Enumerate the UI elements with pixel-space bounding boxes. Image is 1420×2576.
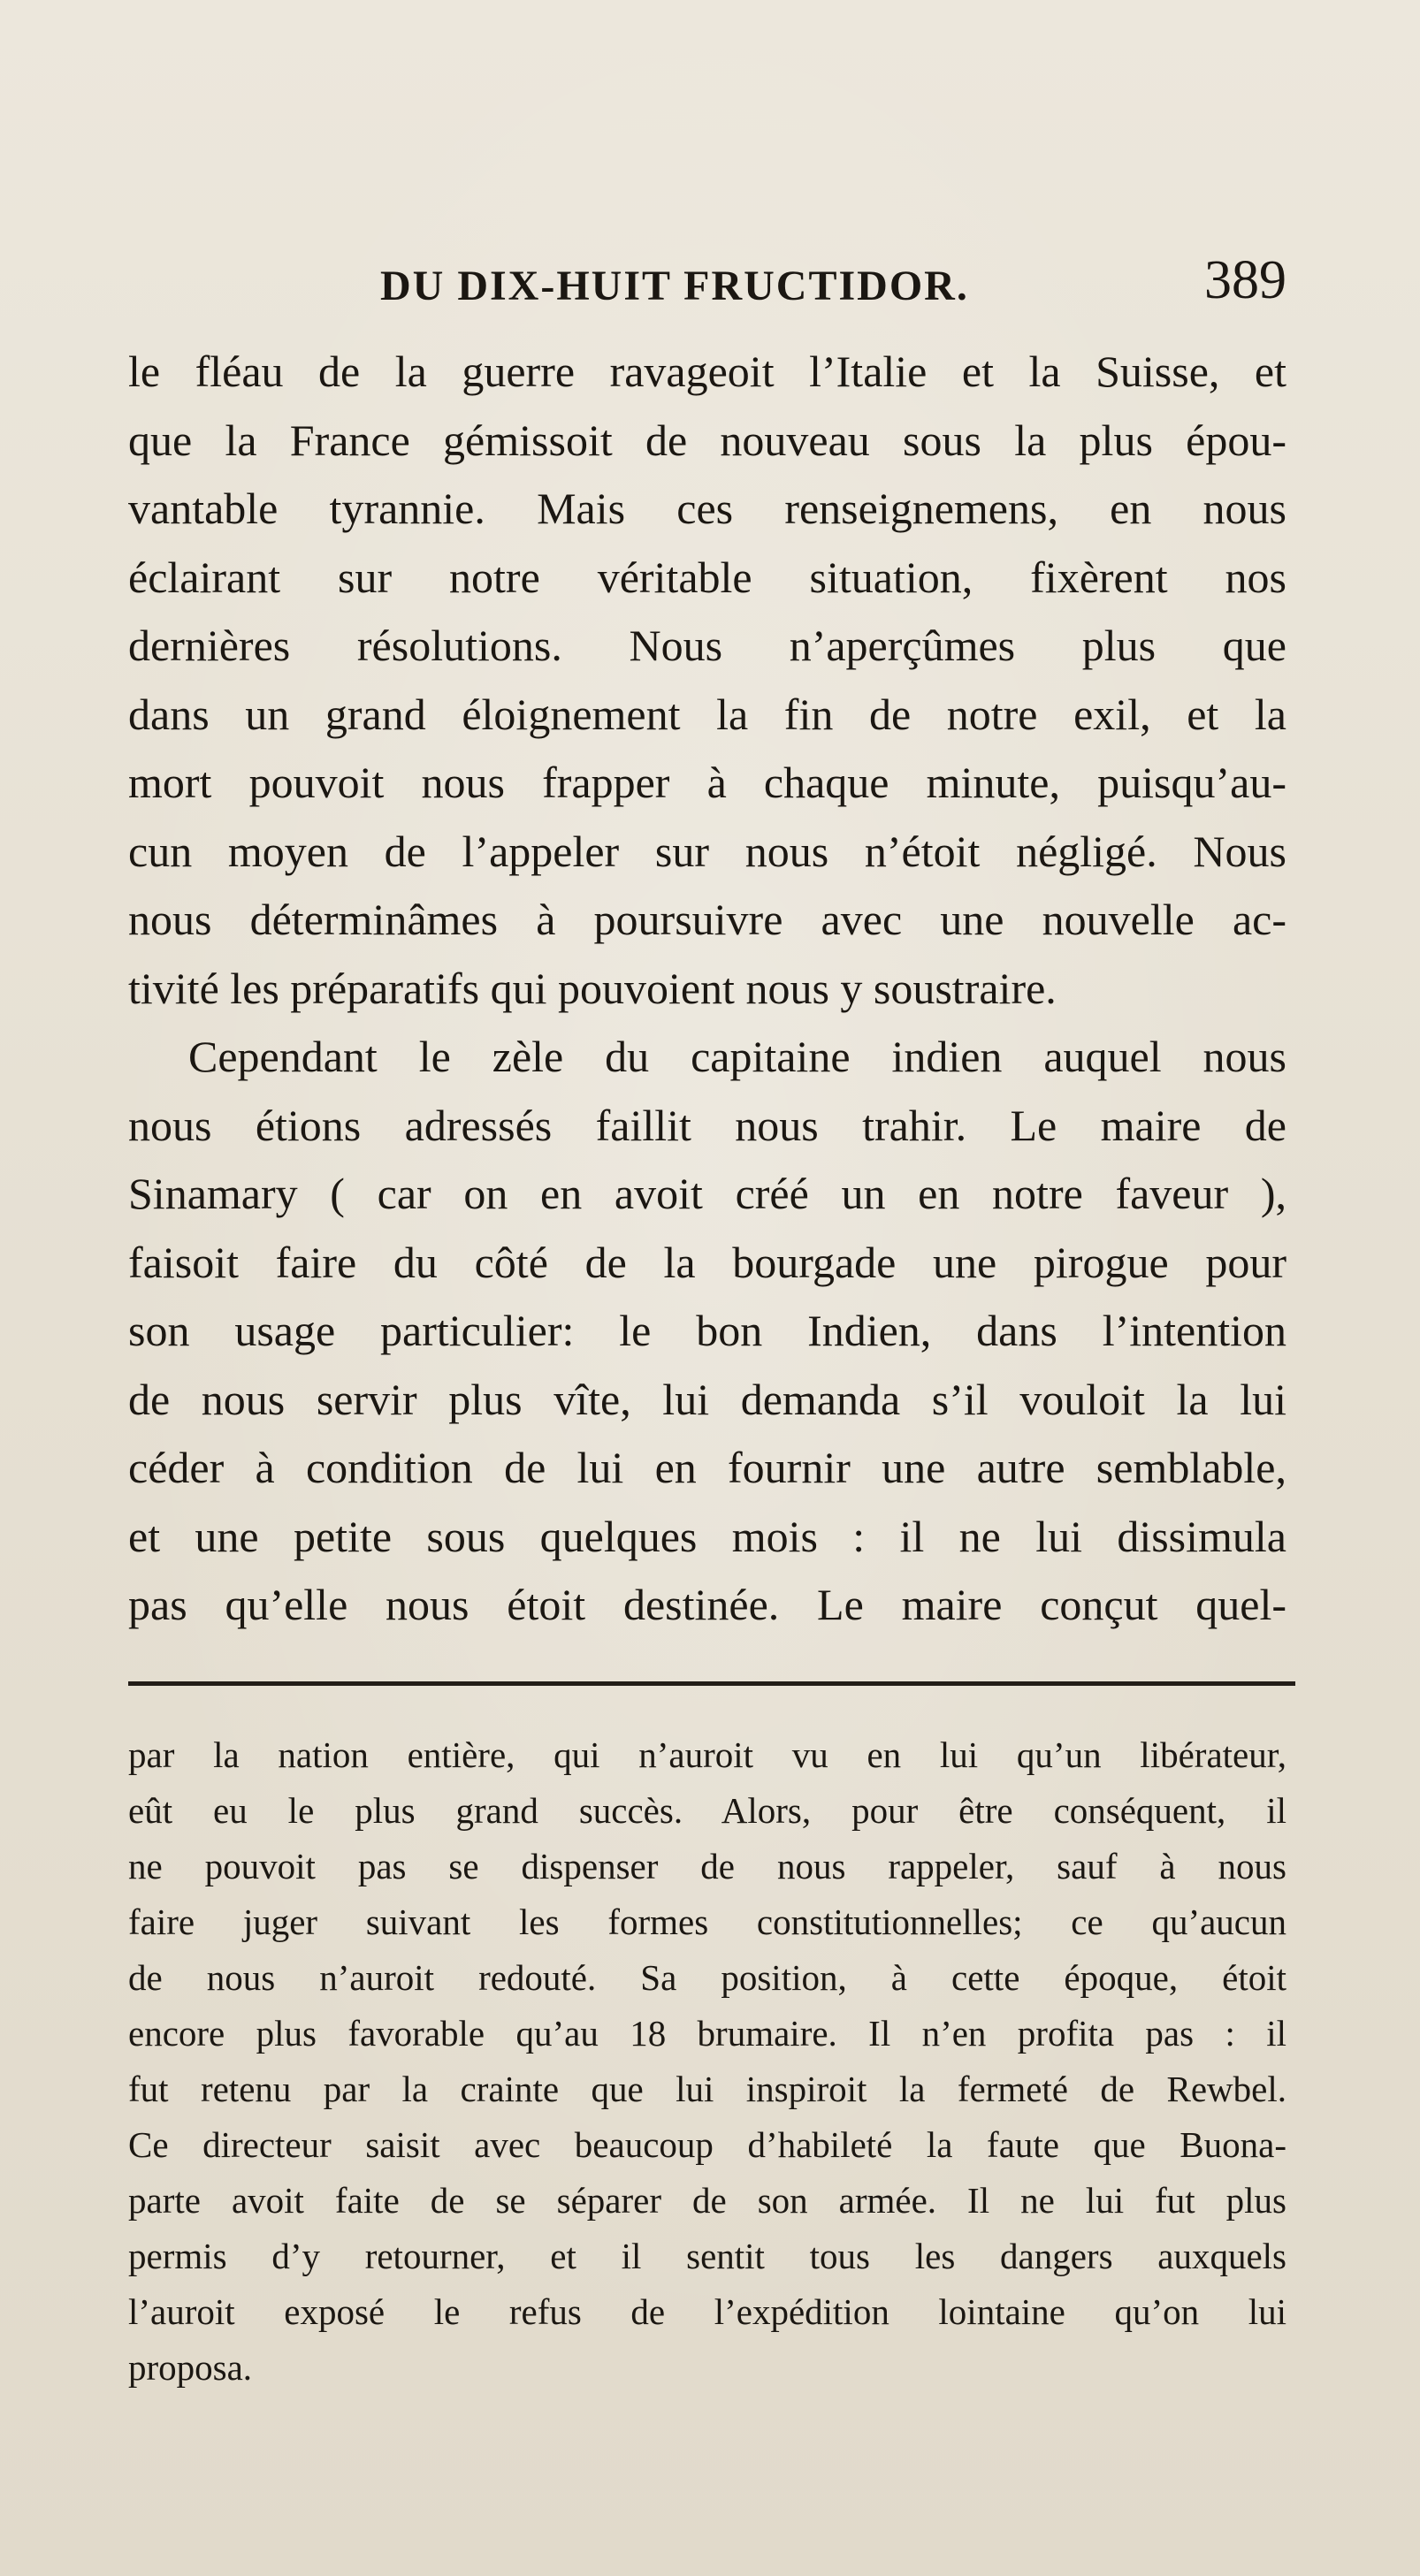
text-line: mort pouvoit nous frapper à chaque minute, puisqu’au- <box>128 758 1286 807</box>
text-line: faisoit faire du côté de la bourgade une pirogue pour <box>128 1237 1286 1287</box>
footnote-line: eût eu le plus grand succès. Alors, pour être conséquent, il <box>128 1790 1286 1831</box>
page-header <box>128 249 1286 320</box>
footnote-line: fut retenu par la crainte que lui inspiroit la fermeté de Rewbel. <box>128 2069 1286 2109</box>
text-line: cun moyen de l’appeler sur nous n’étoit négligé. Nous <box>128 826 1286 876</box>
footnote-line: permis d’y retourner, et il sentit tous les dangers auxquels <box>128 2236 1286 2276</box>
text-line: dans un grand éloignement la fin de notre exil, et la <box>128 689 1286 739</box>
footnote-line: ne pouvoit pas se dispenser de nous rappeler, sauf à nous <box>128 1846 1286 1886</box>
text-line: et une petite sous quelques mois : il ne lui dissimula <box>128 1511 1286 1561</box>
text-line: vantable tyrannie. Mais ces renseignemens, en nous <box>128 484 1286 533</box>
text-line: céder à condition de lui en fournir une autre semblable, <box>128 1443 1286 1492</box>
footnote-line: par la nation entière, qui n’auroit vu en lui qu’un libérateur, <box>128 1734 1286 1775</box>
text-line: que la France gémissoit de nouveau sous la plus épou- <box>128 415 1286 465</box>
page-number: 389 <box>1204 250 1286 310</box>
footnote-line: parte avoit faite de se séparer de son armée. Il ne lui fut plus <box>128 2180 1286 2221</box>
main-text <box>128 338 1286 1640</box>
text-line: nous déterminâmes à poursuivre avec une nouvelle ac- <box>128 895 1286 944</box>
footnote <box>128 1727 1286 2396</box>
text-line: éclairant sur notre véritable situation, fixèrent nos <box>128 552 1286 602</box>
text-line: de nous servir plus vîte, lui demanda s’il vouloit la lui <box>128 1374 1286 1424</box>
footnote-line: proposa. <box>128 2347 253 2388</box>
text-line: Sinamary ( car on en avoit créé un en notre faveur ), <box>128 1169 1286 1218</box>
text-line: tivité les préparatifs qui pouvoient nous y soustraire. <box>128 963 1057 1013</box>
footnote-line: faire juger suivant les formes constitutionnelles; ce qu’aucun <box>128 1902 1286 1942</box>
text-line: pas qu’elle nous étoit destinée. Le maire conçut quel- <box>128 1580 1286 1629</box>
footnote-line: de nous n’auroit redouté. Sa position, à cette époque, étoit <box>128 1957 1286 1998</box>
footnote-line: l’auroit exposé le refus de l’expédition lointaine qu’on lui <box>128 2291 1286 2332</box>
paragraph-start-line: Cependant le zèle du capitaine indien auquel nous <box>188 1032 1286 1081</box>
text-line: dernières résolutions. Nous n’aperçûmes plus que <box>128 621 1286 670</box>
text-line: le fléau de la guerre ravageoit l’Italie et la Suisse, et <box>128 347 1286 396</box>
running-title: DU DIX-HUIT FRUCTIDOR. <box>380 263 969 309</box>
footnote-line: Ce directeur saisit avec beaucoup d’habileté la faute que Buona- <box>128 2124 1286 2165</box>
text-line: son usage particulier: le bon Indien, dans l’intention <box>128 1306 1286 1355</box>
footnote-line: encore plus favorable qu’au 18 brumaire. Il n’en profita pas : il <box>128 2013 1286 2054</box>
text-line: nous étions adressés faillit nous trahir. Le maire de <box>128 1100 1286 1150</box>
footnote-divider <box>128 1681 1295 1686</box>
